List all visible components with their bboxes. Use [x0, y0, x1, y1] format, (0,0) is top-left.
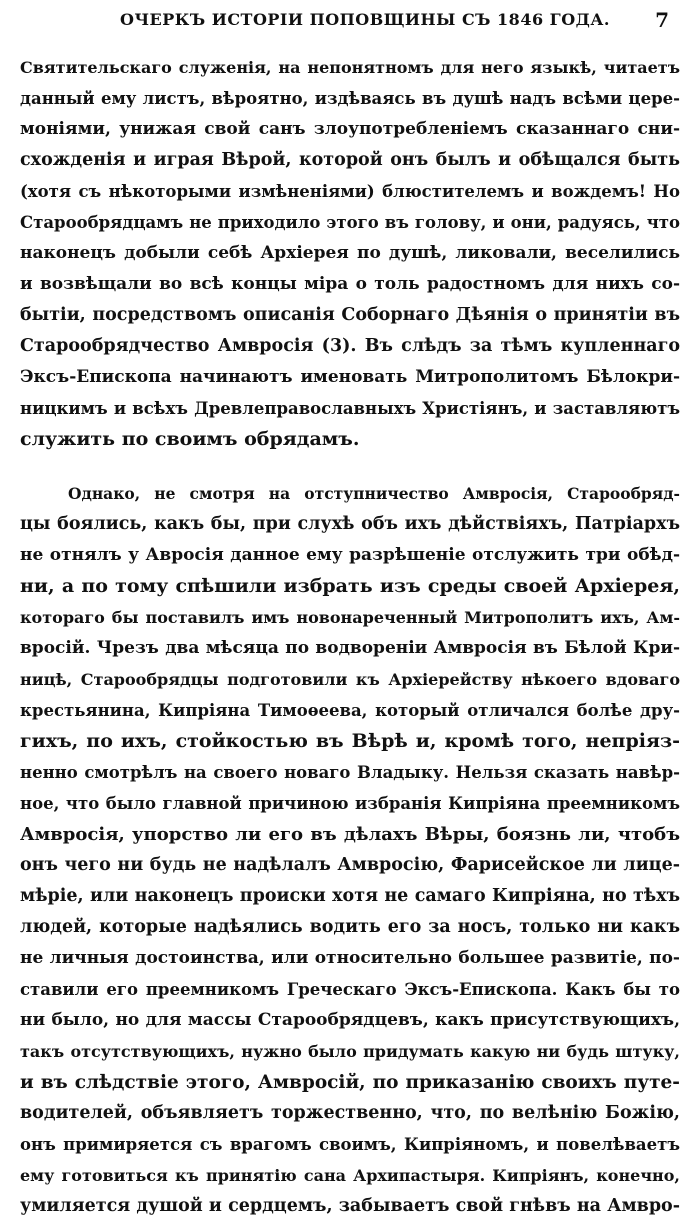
text-line: мѣріе, или наконецъ происки хотя не самаго Кипріяна, но тѣхъ: [20, 886, 680, 906]
text-line: цы боялись, какъ бы, при слухѣ объ ихъ дѣйствіяхъ, Патріархъ: [20, 514, 680, 534]
running-head: [0, 10, 699, 38]
page-number: 7: [655, 8, 669, 32]
paragraph-2: [20, 478, 680, 1222]
body-text: [20, 52, 680, 1222]
text-line: ни, а по тому спѣшили избрать изъ среды своей Архіерея,: [20, 575, 680, 597]
text-line: и возвѣщали во всѣ концы міра о толь радостномъ для нихъ со-: [20, 274, 680, 294]
paragraph-1: [20, 52, 680, 455]
text-line: онъ чего ни будь не надѣлалъ Амвросію, Фарисейское ли лице-: [20, 855, 680, 875]
text-line: ницкимъ и всѣхъ Древлеправославныхъ Христіянъ, и заставляютъ: [20, 399, 680, 418]
text-line: не отнялъ у Авросія данное ему разрѣшеніе отслужить три обѣд-: [20, 545, 680, 565]
text-line: крестьянина, Кипріяна Тимоѳеева, который отличался болѣе дру-: [20, 701, 680, 720]
paragraph-gap: [20, 455, 680, 478]
text-line: и въ слѣдствіе этого, Амвросій, по приказанію своихъ путе-: [20, 1072, 680, 1093]
text-line: (хотя съ нѣкоторыми измѣненіями) блюстителемъ и вождемъ! Но: [20, 182, 680, 201]
text-line: вросій. Чрезъ два мѣсяца по водвореніи Амвросія въ Бѣлой Кри-: [20, 638, 680, 658]
text-line: ставили его преемникомъ Греческаго Эксъ-Епископа. Какъ бы то: [20, 980, 680, 999]
text-line: не личныя достоинства, или относительно большее развитіе, по-: [20, 948, 680, 968]
text-line: ное, что было главной причиною избранія Кипріяна преемникомъ: [20, 794, 680, 813]
text-line: умиляется душой и сердцемъ, забываетъ свой гнѣвъ на Амвро-: [20, 1196, 680, 1216]
text-line: онъ примиряется съ врагомъ своимъ, Кипріяномъ, и повелѣваетъ: [20, 1135, 680, 1154]
text-line: Эксъ-Епископа начинаютъ именовать Митрополитомъ Бѣлокри-: [20, 367, 680, 387]
text-line: ненно смотрѣлъ на своего новаго Владыку. Нельзя сказать навѣр-: [20, 763, 680, 782]
text-line: людей, которые надѣялись водить его за носъ, только ни какъ: [20, 917, 680, 937]
text-line: такъ отсутствующихъ, нужно было придумать какую ни будь штуку,: [20, 1042, 680, 1061]
text-line: Амвросія, упорство ли его въ дѣлахъ Вѣры, боязнь ли, чтобъ: [20, 824, 680, 845]
text-line: бытіи, посредствомъ описанія Соборнаго Дѣянія о принятіи въ: [20, 305, 680, 325]
text-line: служить по своимъ обрядамъ.: [20, 428, 360, 450]
text-line: котораго бы поставилъ имъ новонареченный Митрополитъ ихъ, Ам-: [20, 608, 680, 627]
text-line: водителей, объявляетъ торжественно, что, по велѣнію Божію,: [20, 1103, 680, 1123]
text-line: гихъ, по ихъ, стойкостью въ Вѣрѣ и, кромѣ того, непріяз-: [20, 730, 680, 752]
text-line: данный ему листъ, вѣроятно, издѣваясь въ душѣ надъ всѣми цере-: [20, 89, 680, 108]
text-line: Однако, не смотря на отступничество Амвросія, Старообряд-: [68, 484, 680, 503]
text-line: Старообрядцамъ не приходило этого въ голову, и они, радуясь, что: [20, 213, 680, 232]
text-line: моніями, унижая свой санъ злоупотребленіемъ сказаннаго сни-: [20, 119, 680, 139]
text-line: ни было, но для массы Старообрядцевъ, какъ присутствующихъ,: [20, 1010, 680, 1030]
text-line: ему готовиться къ принятію сана Архипастыря. Кипріянъ, конечно,: [20, 1166, 680, 1185]
text-line: наконецъ добыли себѣ Архіерея по душѣ, ликовали, веселились: [20, 243, 680, 263]
text-line: схожденія и играя Вѣрой, которой онъ былъ и обѣщался быть: [20, 150, 680, 170]
text-line: ницѣ, Старообрядцы подготовили къ Архіерейству нѣкоего вдоваго: [20, 670, 680, 689]
text-line: Святительскаго служенія, на непонятномъ для него языкѣ, читаетъ: [20, 58, 680, 77]
running-title: ОЧЕРКЪ ИСТОРІИ ПОПОВЩИНЫ СЪ 1846 ГОДА.: [120, 10, 610, 29]
text-line: Старообрядчество Амвросія (3). Въ слѣдъ за тѣмъ купленнаго: [20, 336, 680, 356]
